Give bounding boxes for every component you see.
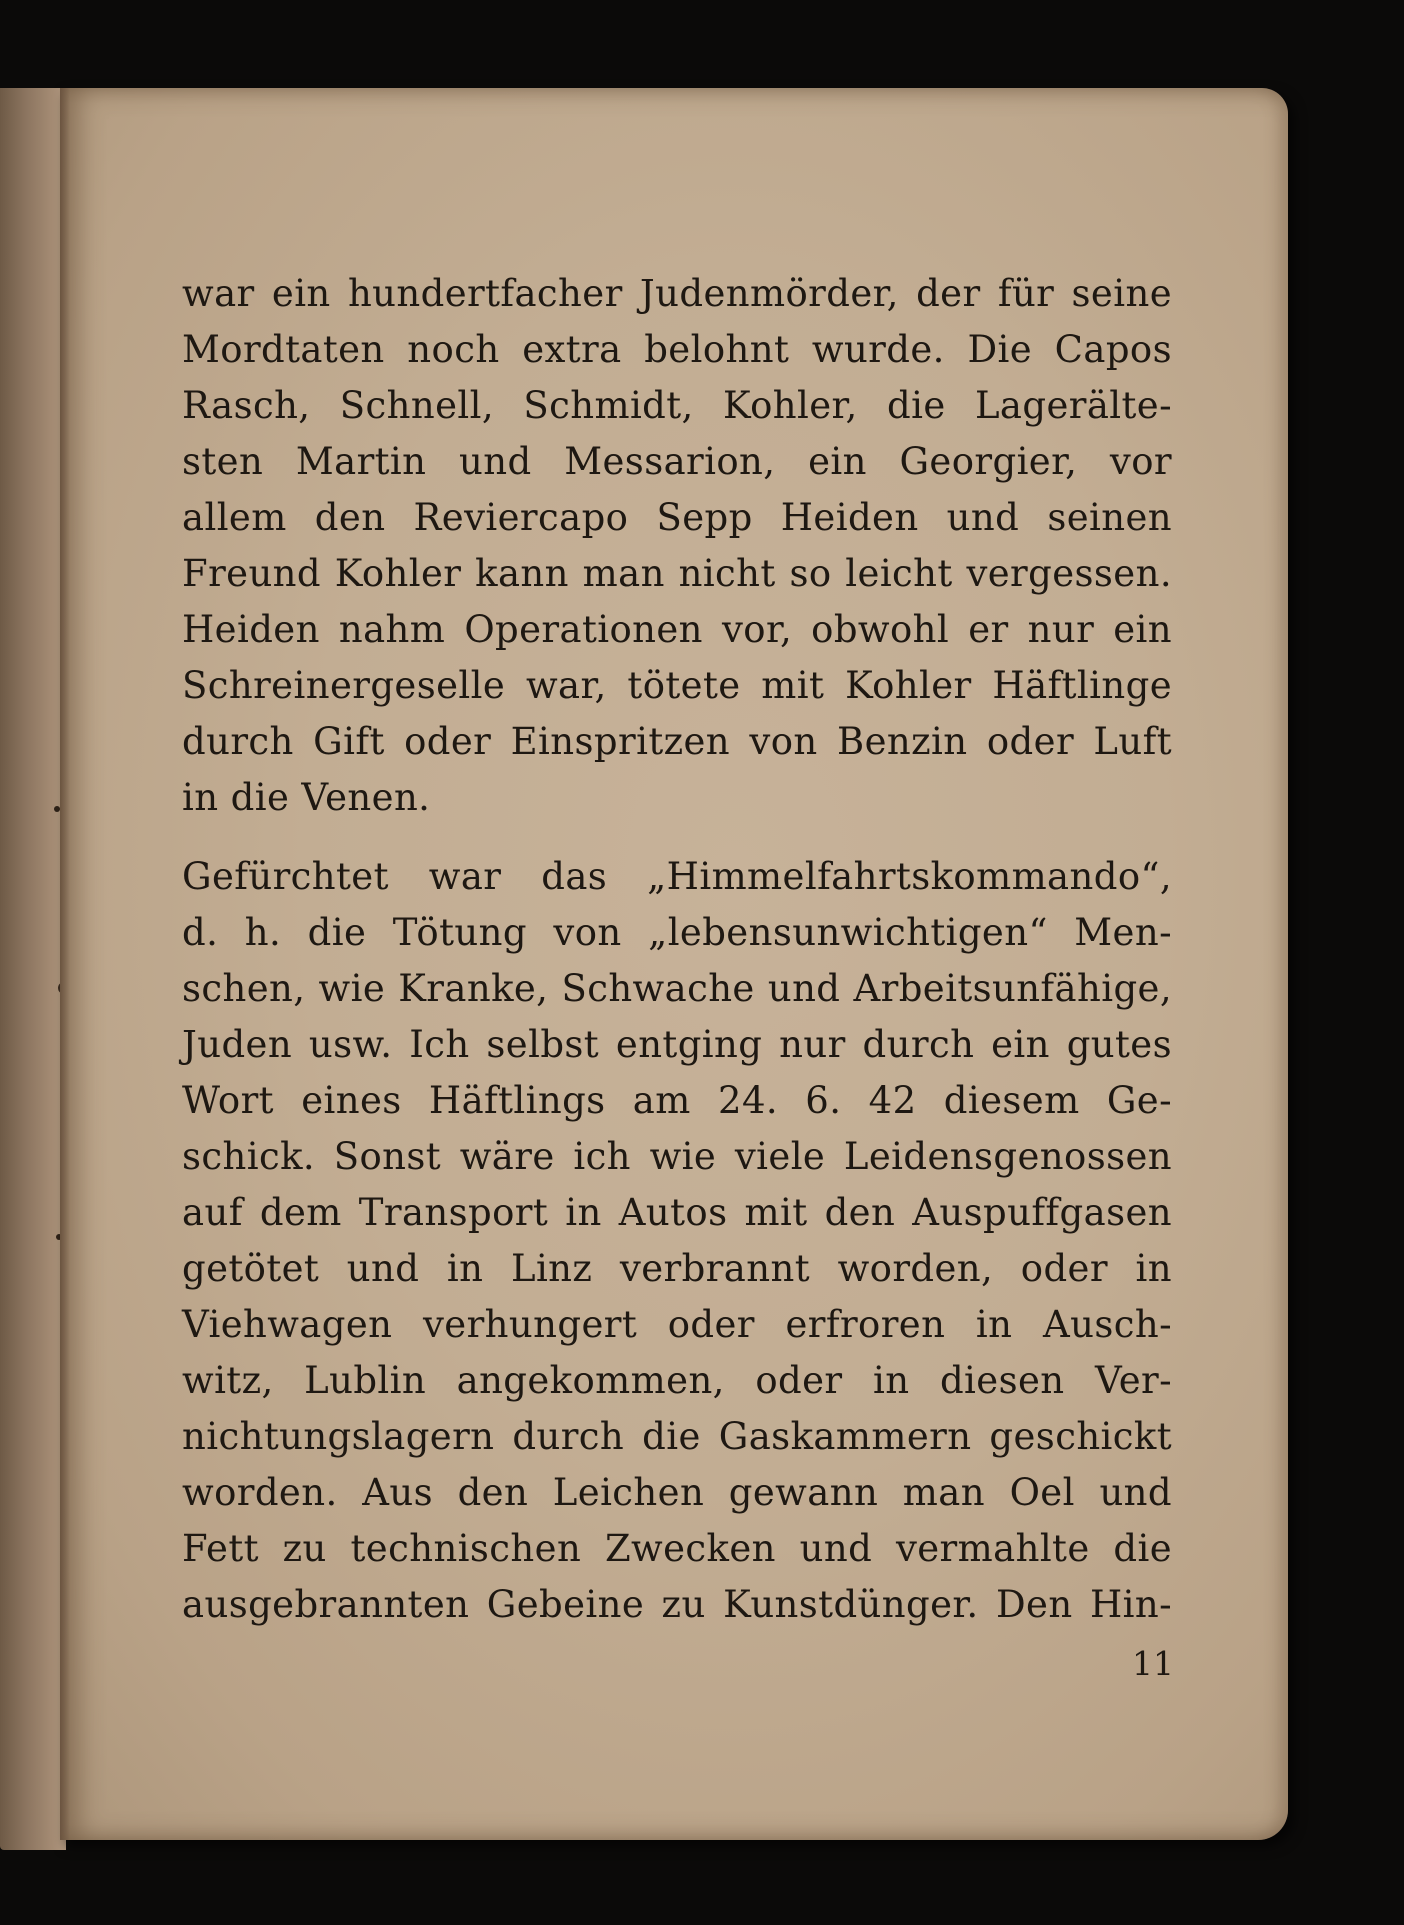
- paragraph-1: [182, 266, 1172, 826]
- text-line: allem den Reviercapo Sepp Heiden und seinen: [182, 496, 1172, 539]
- text-line: durch Gift oder Einspritzen von Benzin oder Luft: [182, 720, 1172, 763]
- text-line: Rasch, Schnell, Schmidt, Kohler, die Lagerälte-: [182, 384, 1172, 427]
- text-line: getötet und in Linz verbrannt worden, oder in: [182, 1247, 1172, 1290]
- text-line: worden. Aus den Leichen gewann man Oel und: [182, 1471, 1172, 1514]
- text-line: schen, wie Kranke, Schwache und Arbeitsunfähige,: [182, 967, 1172, 1010]
- page-number: 11: [1132, 1644, 1174, 1683]
- text-line: ausgebrannten Gebeine zu Kunstdünger. Den Hin-: [182, 1583, 1172, 1626]
- text-line: war ein hundertfacher Judenmörder, der für seine: [182, 272, 1172, 315]
- paragraph-gap: [182, 826, 1172, 849]
- text-line: in die Venen.: [182, 776, 431, 819]
- text-line: Freund Kohler kann man nicht so leicht vergessen.: [182, 552, 1172, 595]
- text-line: sten Martin und Messarion, ein Georgier, vor: [182, 440, 1172, 483]
- paragraph-2: [182, 849, 1172, 1633]
- text-line: Wort eines Häftlings am 24. 6. 42 diesem Ge-: [182, 1079, 1172, 1122]
- text-line: auf dem Transport in Autos mit den Auspuffgasen: [182, 1191, 1172, 1234]
- previous-page-edge: [0, 88, 66, 1850]
- body-text: [182, 266, 1172, 1633]
- text-line: Mordtaten noch extra belohnt wurde. Die Capos: [182, 328, 1172, 371]
- text-line: schick. Sonst wäre ich wie viele Leidensgenossen: [182, 1135, 1172, 1178]
- book-page: [60, 88, 1288, 1840]
- text-line: d. h. die Tötung von „lebensunwichtigen“ Men-: [182, 911, 1172, 954]
- text-line: Schreinergeselle war, tötete mit Kohler Häftlinge: [182, 664, 1172, 707]
- text-line: Heiden nahm Operationen vor, obwohl er nur ein: [182, 608, 1172, 651]
- text-line: witz, Lublin angekommen, oder in diesen Ver-: [182, 1359, 1172, 1402]
- text-line: Gefürchtet war das „Himmelfahrtskommando“,: [182, 855, 1172, 898]
- text-line: Fett zu technischen Zwecken und vermahlte die: [182, 1527, 1172, 1570]
- text-line: Juden usw. Ich selbst entging nur durch ein gutes: [182, 1023, 1172, 1066]
- text-line: nichtungslagern durch die Gaskammern geschickt: [182, 1415, 1172, 1458]
- text-line: Viehwagen verhungert oder erfroren in Ausch-: [182, 1303, 1172, 1346]
